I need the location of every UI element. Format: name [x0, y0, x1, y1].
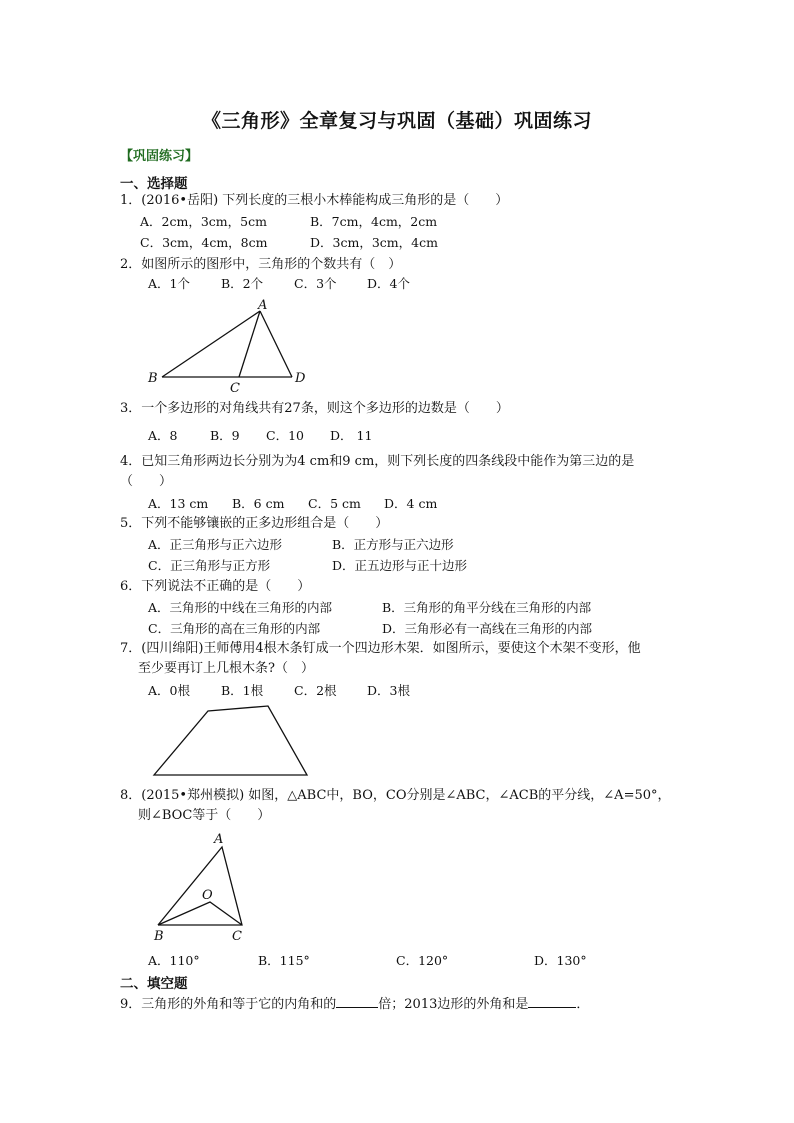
figure-label-o: O	[202, 888, 213, 903]
figure-label-d: D	[295, 371, 306, 386]
triangle-abc	[158, 847, 242, 925]
question-1-option-b: B．7cm，4cm，2cm	[310, 214, 438, 229]
question-7-option-c: C．2根	[294, 683, 337, 698]
question-7-option-d: D．3根	[367, 683, 410, 698]
question-5-stem: 5．下列不能够镶嵌的正多边形组合是（ ）	[120, 516, 389, 531]
angle-bisectors-bo-co	[158, 902, 242, 925]
section-heading-fill: 二、填空题	[120, 976, 188, 992]
question-7-stem-line-2: 至少要再订上几根木条?（ ）	[138, 661, 314, 676]
question-4-option-d: D．4 cm	[384, 496, 438, 511]
question-3-option-c: C．10	[266, 428, 304, 443]
figure-label-b: B	[148, 371, 158, 386]
question-6-stem: 6．下列说法不正确的是（ ）	[120, 579, 311, 594]
question-6-option-d: D．三角形必有一高线在三角形的内部	[382, 621, 593, 636]
question-2-stem: 2．如图所示的图形中，三角形的个数共有（ ）	[120, 257, 402, 272]
question-3-option-d: D． 11	[330, 428, 373, 443]
question-5-option-c: C．正三角形与正方形	[148, 558, 271, 573]
question-9-part-2: 倍；2013边形的外角和是	[378, 997, 529, 1012]
question-3-option-a: A．8	[148, 428, 178, 443]
question-6-option-c: C．三角形的高在三角形的内部	[148, 621, 321, 636]
question-4-option-c: C．5 cm	[308, 496, 361, 511]
question-9-part-1: 9．三角形的外角和等于它的内角和的	[120, 997, 337, 1012]
question-3-stem: 3．一个多边形的对角线共有27条，则这个多边形的边数是（ ）	[120, 401, 509, 416]
page-title: 《三角形》全章复习与巩固（基础）巩固练习	[201, 110, 592, 132]
question-8-figure	[150, 830, 260, 945]
figure-label-b: B	[154, 929, 164, 944]
question-6-option-a: A．三角形的中线在三角形的内部	[148, 600, 333, 615]
figure-label-a: A	[258, 298, 268, 313]
figure-label-c: C	[232, 929, 242, 944]
question-8-option-b: B．115°	[258, 953, 310, 968]
figure-edge-ad	[260, 311, 292, 377]
question-2-option-b: B．2个	[221, 276, 264, 291]
question-8-stem-line-2: 则∠BOC等于（ ）	[138, 808, 271, 823]
question-1-option-a: A．2cm，3cm，5cm	[140, 214, 267, 229]
question-2-option-c: C．3个	[294, 276, 337, 291]
question-7-option-b: B．1根	[221, 683, 264, 698]
question-8-option-c: C．120°	[396, 953, 449, 968]
question-4-option-b: B．6 cm	[232, 496, 285, 511]
question-8-option-d: D．130°	[534, 953, 587, 968]
question-7-option-a: A．0根	[148, 683, 190, 698]
question-2-option-d: D．4个	[367, 276, 410, 291]
question-8-stem-line-1: 8．(2015•郑州模拟) 如图，△ABC中，BO，CO分别是∠ABC，∠ACB的平分线，∠A=50°，	[120, 788, 671, 803]
section-heading-choice: 一、选择题	[120, 176, 188, 192]
question-9-blank-2[interactable]	[528, 994, 576, 1008]
question-5-option-a: A．正三角形与正六边形	[148, 537, 283, 552]
question-9-blank-1[interactable]	[336, 994, 378, 1008]
question-3-option-b: B．9	[210, 428, 240, 443]
question-4-stem-line-2: （ ）	[120, 474, 173, 489]
figure-label-a: A	[214, 832, 224, 847]
question-5-option-b: B．正方形与正六边形	[332, 537, 454, 552]
question-5-option-d: D．正五边形与正十边形	[332, 558, 468, 573]
question-8-option-a: A．110°	[148, 953, 200, 968]
question-7-stem-line-1: 7．(四川绵阳)王师傅用4根木条钉成一个四边形木架．如图所示，要使这个木架不变形，他	[120, 641, 641, 656]
question-6-option-b: B．三角形的角平分线在三角形的内部	[382, 600, 592, 615]
figure-edge-ac	[239, 311, 260, 377]
question-4-stem-line-1: 4．已知三角形两边长分别为为4 cm和9 cm，则下列长度的四条线段中能作为第三边的是	[120, 454, 635, 469]
question-2-option-a: A．1个	[148, 276, 190, 291]
question-1-option-d: D．3cm，3cm，4cm	[310, 235, 438, 250]
question-1-option-c: C．3cm，4cm，8cm	[140, 235, 268, 250]
question-2-figure	[140, 298, 320, 394]
question-4-option-a: A．13 cm	[148, 496, 209, 511]
question-7-quadrilateral-figure	[150, 700, 310, 780]
figure-edge-ba	[162, 311, 260, 377]
question-9	[120, 994, 589, 1014]
question-9-part-3: ．	[576, 997, 590, 1012]
quadrilateral-frame	[154, 706, 307, 775]
question-1-stem: 1．(2016•岳阳) 下列长度的三根小木棒能构成三角形的是（ ）	[120, 193, 509, 208]
figure-label-c: C	[230, 381, 240, 394]
section-tag: 【巩固练习】	[120, 149, 199, 164]
